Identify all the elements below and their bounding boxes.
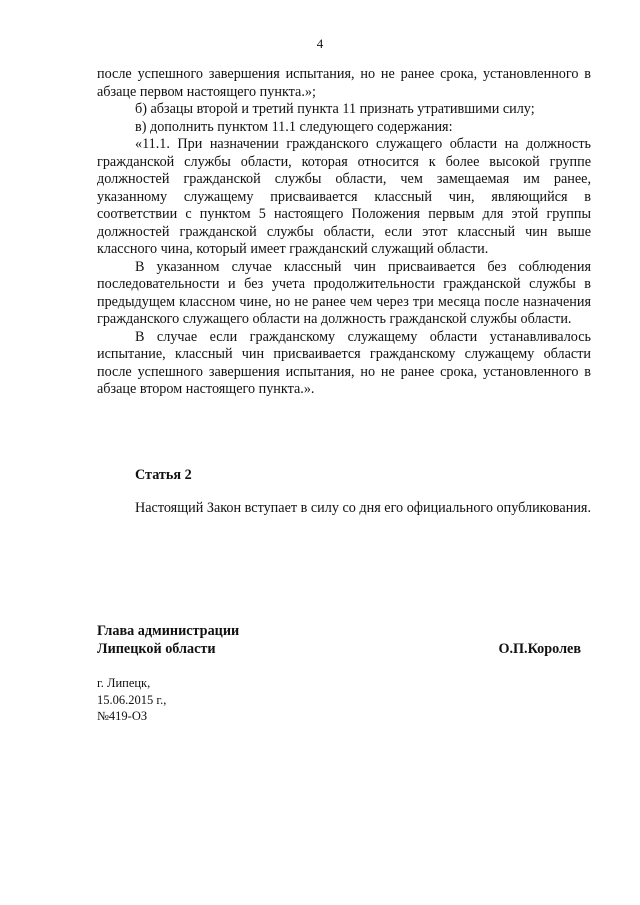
footer-city: г. Липецк, — [97, 676, 151, 690]
paragraph-continuation: после успешного завершения испытания, но не ранее срока, установленного в абзаце первом настоящего пункта.»; — [97, 66, 591, 100]
signature-title-line2: Липецкой области — [97, 640, 216, 657]
page-number: 4 — [316, 36, 324, 51]
document-footer — [97, 675, 166, 725]
article-heading: Статья 2 — [135, 467, 192, 483]
footer-number: №419-ОЗ — [97, 709, 148, 723]
signature-row — [97, 641, 591, 659]
footer-date: 15.06.2015 г., — [97, 692, 167, 707]
signatory-name: О.П.Королев — [498, 640, 581, 657]
signature-block — [97, 623, 591, 658]
body-text — [97, 66, 591, 399]
paragraph-item-b: б) абзацы второй и третий пункта 11 признать утратившими силу; — [135, 101, 535, 117]
signature-title-line1: Глава администрации — [97, 623, 240, 639]
paragraph-item-v: в) дополнить пунктом 11.1 следующего содержания: — [135, 118, 453, 135]
article-text: Настоящий Закон вступает в силу со дня его официального опубликования. — [135, 500, 591, 516]
paragraph-11-1: «11.1. При назначении гражданского служащего области на должность гражданской службы области, которая относится к более высокой группе должностей гражданской службы области, чем замещаемая им ранее, указанному служащему присваивается классный чин, являющийся в соответствии с пунктом 5 настоящего Положения первым для этой группы должностей гражданской службы области, если этот классный чин выше классного чина, который имеет гражданский служащий области. — [97, 136, 591, 257]
paragraph-11-1-second: В указанном случае классный чин присваивается без соблюдения последовательности и без учета продолжительности гражданской службы в предыдущем классном чине, но не ранее чем через три месяца после назначения гражданского служащего области на должность гражданской службы области. — [97, 258, 591, 327]
paragraph-11-1-third: В случае если гражданскому служащему области устанавливалось испытание, классный чин присваивается гражданскому служащему области после успешного завершения испытания, но не ранее срока, установленного в абзаце втором настоящего пункта.». — [97, 328, 591, 397]
